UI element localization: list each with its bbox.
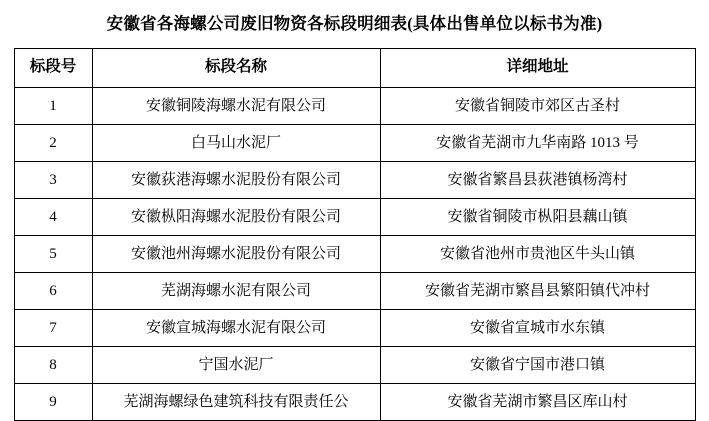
table-row — [14, 383, 695, 420]
cell-section-no: 7 — [14, 309, 92, 346]
cell-section-address: 安徽省芜湖市繁昌区库山村 — [380, 383, 695, 420]
table-row — [14, 272, 695, 309]
cell-section-name: 安徽铜陵海螺水泥有限公司 — [92, 87, 380, 124]
cell-section-address: 安徽省铜陵市郊区古圣村 — [380, 87, 695, 124]
cell-section-no: 9 — [14, 383, 92, 420]
table-row — [14, 124, 695, 161]
cell-section-name: 芜湖海螺水泥有限公司 — [92, 272, 380, 309]
column-header-no: 标段号 — [14, 48, 92, 87]
cell-section-address: 安徽省繁昌县荻港镇杨湾村 — [380, 161, 695, 198]
cell-section-name: 宁国水泥厂 — [92, 346, 380, 383]
cell-section-address: 安徽省池州市贵池区牛头山镇 — [380, 235, 695, 272]
table-body — [14, 87, 695, 420]
page-title: 安徽省各海螺公司废旧物资各标段明细表(具体出售单位以标书为准) — [106, 14, 603, 33]
table-row — [14, 87, 695, 124]
column-header-name: 标段名称 — [92, 48, 380, 87]
cell-section-no: 2 — [14, 124, 92, 161]
cell-section-address: 安徽省芜湖市繁昌县繁阳镇代冲村 — [380, 272, 695, 309]
table-row — [14, 198, 695, 235]
cell-section-no: 3 — [14, 161, 92, 198]
column-header-address: 详细地址 — [380, 48, 695, 87]
cell-section-name: 芜湖海螺绿色建筑科技有限责任公 — [92, 383, 380, 420]
cell-section-name: 安徽枞阳海螺水泥股份有限公司 — [92, 198, 380, 235]
cell-section-no: 8 — [14, 346, 92, 383]
table-row — [14, 309, 695, 346]
cell-section-no: 1 — [14, 87, 92, 124]
cell-section-name: 安徽宣城海螺水泥有限公司 — [92, 309, 380, 346]
cell-section-no: 6 — [14, 272, 92, 309]
cell-section-name: 白马山水泥厂 — [92, 124, 380, 161]
table-header — [14, 48, 695, 87]
cell-section-address: 安徽省芜湖市九华南路 1013 号 — [380, 124, 695, 161]
cell-section-address: 安徽省宁国市港口镇 — [380, 346, 695, 383]
cell-section-no: 4 — [14, 198, 92, 235]
table-row — [14, 235, 695, 272]
cell-section-address: 安徽省铜陵市枞阳县藕山镇 — [380, 198, 695, 235]
table-header-row — [14, 48, 695, 87]
cell-section-address: 安徽省宣城市水东镇 — [380, 309, 695, 346]
cell-section-name: 安徽荻港海螺水泥股份有限公司 — [92, 161, 380, 198]
cell-section-name: 安徽池州海螺水泥股份有限公司 — [92, 235, 380, 272]
bid-sections-table — [14, 48, 696, 421]
table-row — [14, 346, 695, 383]
table-row — [14, 161, 695, 198]
cell-section-no: 5 — [14, 235, 92, 272]
